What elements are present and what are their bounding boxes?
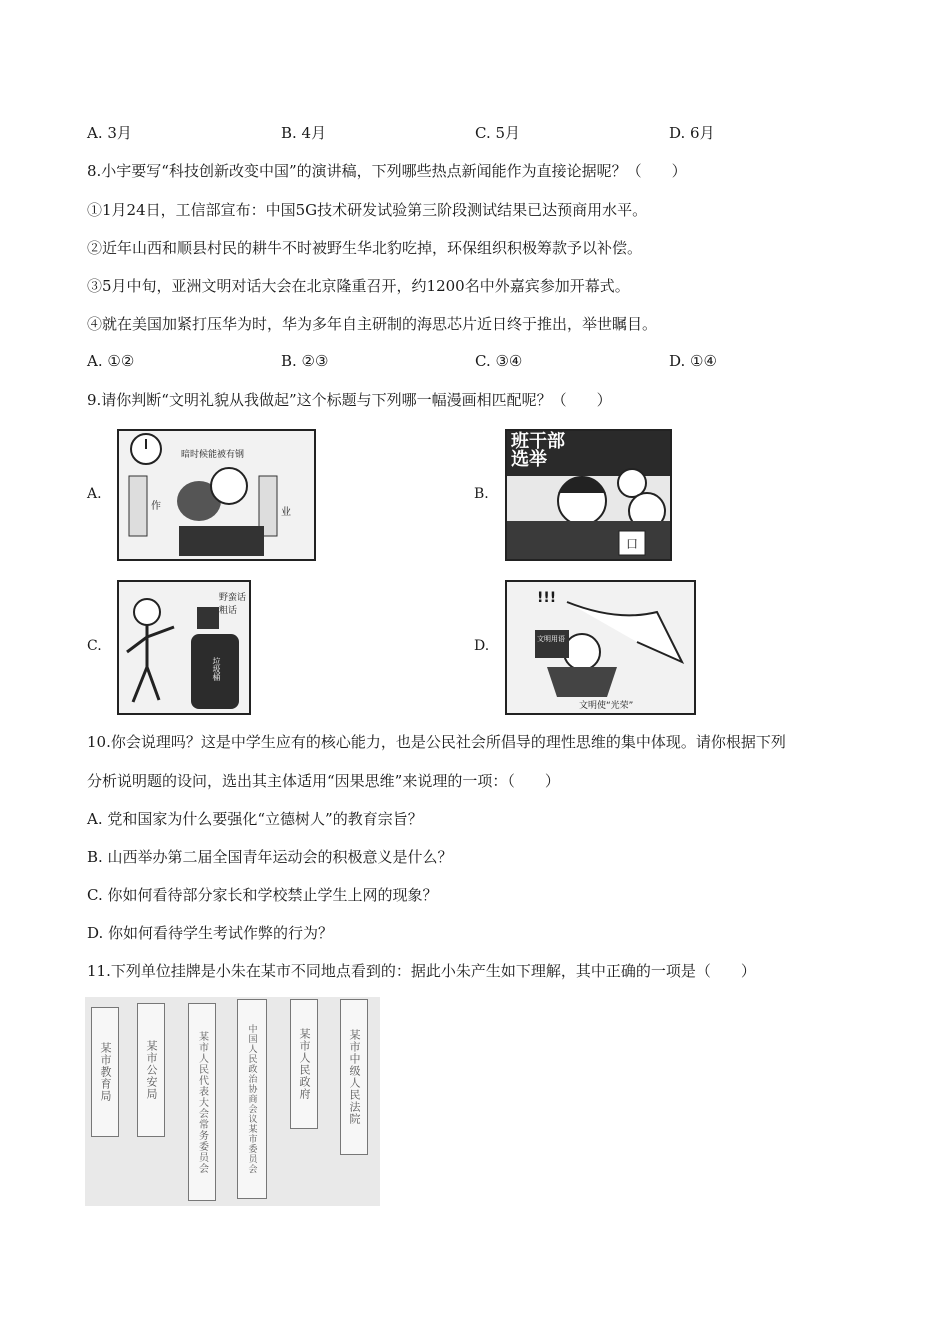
q7-option-b[interactable]: B. 4月 [281, 124, 327, 142]
q11-stem: 11.下列单位挂牌是小朱在某市不同地点看到的：据此小朱产生如下理解，其中正确的一项是（ ） [87, 962, 756, 980]
q8-item-2: ②近年山西和顺县村民的耕牛不时被野生华北豹吃掉，环保组织积极筹款予以补偿。 [87, 239, 643, 257]
q7-option-d[interactable]: D. 6月 [669, 124, 715, 142]
cartoon-a[interactable] [117, 429, 316, 561]
q8-item-1: ①1月24日，工信部宣布：中国5G技术研发试验第三阶段测试结果已达预商用水平。 [87, 201, 648, 219]
plaques-photo [85, 997, 380, 1206]
q9-label-d[interactable]: D. [474, 638, 490, 654]
cartoon-c-bin-label: 垃圾桶 [212, 657, 221, 681]
q8-option-b[interactable]: B. ②③ [281, 352, 329, 370]
cartoon-c[interactable] [117, 580, 251, 715]
plaque-municipal-government: 某市人民政府 [290, 999, 318, 1129]
cartoon-b[interactable] [505, 429, 672, 561]
q9-label-a[interactable]: A. [87, 486, 102, 502]
cartoon-a-right-sign: 业 [281, 507, 291, 518]
q10-option-a[interactable]: A. 党和国家为什么要强化“立德树人”的教育宗旨？ [87, 810, 423, 828]
q8-item-4: ④就在美国加紧打压华为时，华为多年自主研制的海思芯片近日终于推出，举世瞩目。 [87, 315, 658, 333]
cartoon-b-title: 班干部选举 [511, 431, 565, 470]
q8-option-a[interactable]: A. ①② [87, 352, 135, 370]
q10-option-c[interactable]: C. 你如何看待部分家长和学校禁止学生上网的现象？ [87, 886, 438, 904]
q8-item-3: ③5月中旬，亚洲文明对话大会在北京隆重召开，约1200名中外嘉宾参加开幕式。 [87, 277, 630, 295]
q8-option-c[interactable]: C. ③④ [475, 352, 523, 370]
cartoon-d-drawing [507, 582, 694, 713]
cartoon-d[interactable] [505, 580, 696, 715]
cartoon-b-ballot-box: 口 [626, 537, 639, 551]
cartoon-d-tag: 文明用语 [537, 635, 565, 643]
cartoon-a-left-sign: 作 [151, 501, 161, 512]
cartoon-c-bubble: 野蛮话 粗话 [219, 593, 247, 616]
q8-option-d[interactable]: D. ①④ [669, 352, 717, 370]
q9-label-b[interactable]: B. [474, 486, 489, 502]
cartoon-a-banner: 暗时候能被有钢 [181, 450, 245, 460]
plaque-intermediate-court: 某市中级人民法院 [340, 999, 368, 1155]
q10-option-d[interactable]: D. 你如何看待学生考试作弊的行为？ [87, 924, 334, 942]
plaque-education-bureau: 某市教育局 [91, 1007, 119, 1137]
q10-stem-line1: 10.你会说理吗？这是中学生应有的核心能力，也是公民社会所倡导的理性思维的集中体现。请你根据下列 [87, 733, 786, 751]
q8-stem: 8.小宇要写“科技创新改变中国”的演讲稿，下列哪些热点新闻能作为直接论据呢？（ ） [87, 162, 687, 180]
plaque-cppcc-committee: 中国人民政治协商会议某市委员会 [237, 999, 267, 1199]
q9-label-c[interactable]: C. [87, 638, 102, 654]
q9-stem: 9.请你判断“文明礼貌从我做起”这个标题与下列哪一幅漫画相匹配呢？（ ） [87, 391, 612, 409]
plaque-npc-standing-committee: 某市人民代表大会常务委员会 [188, 1003, 216, 1201]
q7-option-a[interactable]: A. 3月 [87, 124, 132, 142]
cartoon-d-caption: 文明使“光荣” [579, 701, 634, 711]
cartoon-d-exclaim: !!! [537, 590, 557, 606]
q10-stem-line2: 分析说明题的设问，选出其主体适用“因果思维”来说理的一项：（ ） [87, 772, 560, 790]
q7-option-c[interactable]: C. 5月 [475, 124, 521, 142]
q10-option-b[interactable]: B. 山西举办第二届全国青年运动会的积极意义是什么？ [87, 848, 453, 866]
plaque-public-security-bureau: 某市公安局 [137, 1003, 165, 1137]
